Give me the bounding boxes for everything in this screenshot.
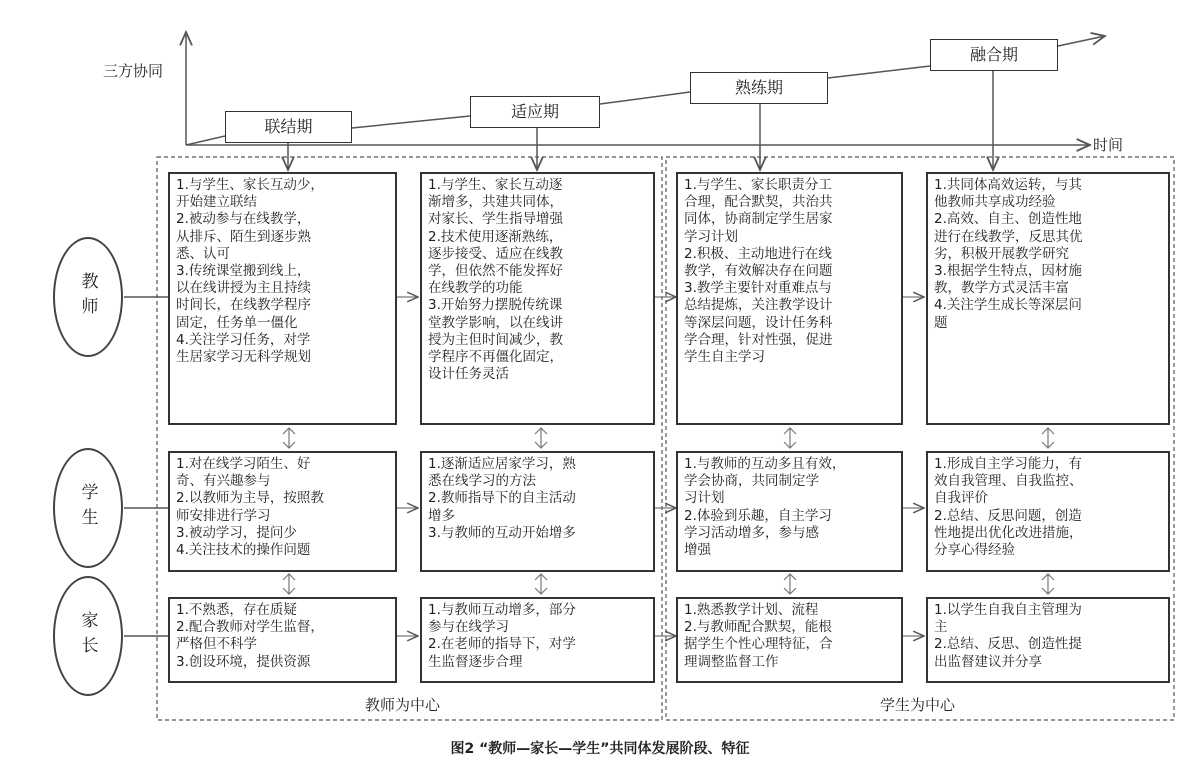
teacher-stage3-box: 1.与学生、家长职责分工 合理，配合默契，共治共 同体，协商制定学生居家 学习计划 2.积极、主动地进行在线 教学，有效解决存在问题 3.教学主要针对重难点与 总结提炼，关注教学设计 等深层问题，设计任务科 学合理，针对性强，促进 学生自主学习 xyxy=(676,172,903,425)
teacher-centered-label: 教师为中心 xyxy=(365,696,441,714)
x-axis-label: 时间 xyxy=(1093,136,1124,154)
teacher-stage4-box: 1.共同体高效运转，与其 他教师共享成功经验 2.高效、自主、创造性地 进行在线教学，反思其优 劣，积极开展教学研究 3.根据学生特点，因材施 教，教学方式灵活丰富 4.关注学生成长等深层问 题 xyxy=(926,172,1170,425)
stage-shulian: 熟练期 xyxy=(690,72,828,104)
parent-stage2-box: 1.与教师互动增多，部分 参与在线学习 2.在老师的指导下，对学 生监督逐步合理 xyxy=(420,597,655,683)
figure-caption: 图2 “教师—家长—学生”共同体发展阶段、特征 xyxy=(450,741,750,757)
student-stage2-box: 1.逐渐适应居家学习，熟 悉在线学习的方法 2.教师指导下的自主活动 增多 3.与教师的互动开始增多 xyxy=(420,451,655,572)
student-stage4-box: 1.形成自主学习能力，有 效自我管理、自我监控、 自我评价 2.总结、反思问题，创造 性地提出优化改进措施， 分享心得经验 xyxy=(926,451,1170,572)
stage-shiying: 适应期 xyxy=(470,96,600,128)
progression-line xyxy=(186,136,225,145)
role-student: 学生 xyxy=(53,448,123,568)
parent-stage4-box: 1.以学生自我自主管理为 主 2.总结、反思、创造性提 出监督建议并分享 xyxy=(926,597,1170,683)
teacher-stage1-box: 1.与学生、家长互动少， 开始建立联结 2.被动参与在线教学， 从排斥、陌生到逐步熟 悉、认可 3.传统课堂搬到线上， 以在线讲授为主且持续 时间长，在线教学程序 固定，任务单一僵化 4.关注学习任务，对学 生居家学习无科学规划 xyxy=(168,172,397,425)
role-parent: 家长 xyxy=(53,576,123,696)
stage-lianjie: 联结期 xyxy=(225,111,352,143)
y-axis-label: 三方协同 xyxy=(103,62,164,80)
student-stage3-box: 1.与教师的互动多且有效， 学会协商，共同制定学 习计划 2.体验到乐趣，自主学习 学习活动增多，参与感 增强 xyxy=(676,451,903,572)
student-centered-label: 学生为中心 xyxy=(880,696,956,714)
parent-stage1-box: 1.不熟悉，存在质疑 2.配合教师对学生监督， 严格但不科学 3.创设环境，提供资源 xyxy=(168,597,397,683)
teacher-stage2-box: 1.与学生、家长互动逐 渐增多，共建共同体， 对家长、学生指导增强 2.技术使用逐渐熟练， 逐步接受、适应在线教 学，但依然不能发挥好 在线教学的功能 3.开始努力摆脱传统课 堂教学影响，以在线讲 授为主但时间减少，教 学程序不再僵化固定， 设计任务灵活 xyxy=(420,172,655,425)
stage-ronghe: 融合期 xyxy=(930,39,1058,71)
student-stage1-box: 1.对在线学习陌生、好 奇、有兴趣参与 2.以教师为主导，按照教 师安排进行学习 3.被动学习，提问少 4.关注技术的操作问题 xyxy=(168,451,397,572)
role-teacher: 教师 xyxy=(53,237,123,357)
parent-stage3-box: 1.熟悉教学计划、流程 2.与教师配合默契，能根 据学生个性心理特征，合 理调整监督工作 xyxy=(676,597,903,683)
